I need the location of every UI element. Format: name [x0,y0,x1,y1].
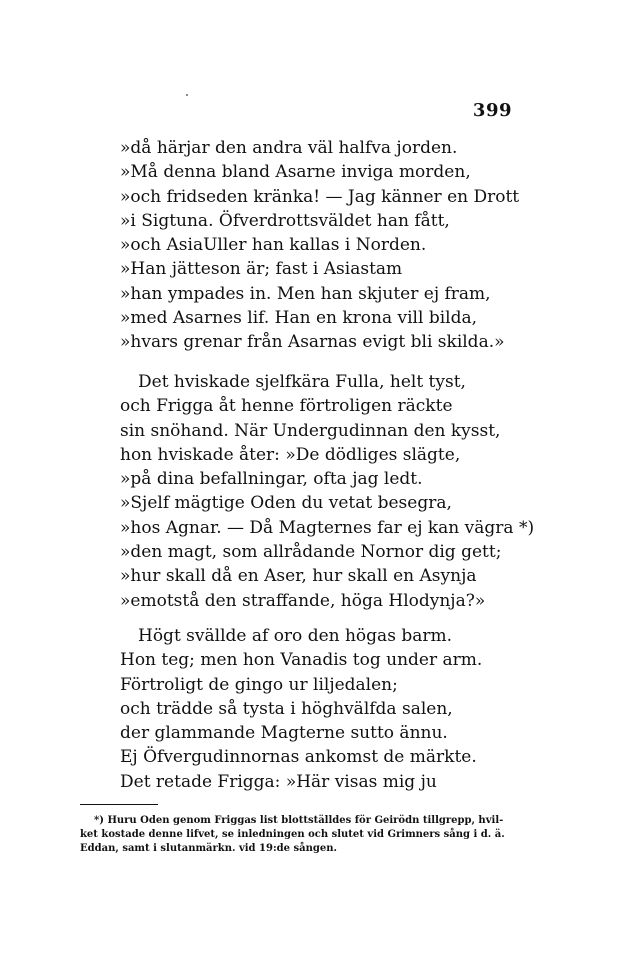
verse-line: Förtroligt de gingo ur liljedalen; [120,674,398,695]
footnote-divider [80,804,158,805]
verse-line: Ej Öfvergudinnornas ankomst de märkte. [120,747,477,768]
verse-line: Högt svällde af oro den högas barm. [138,626,452,646]
footnote-line: ket kostade denne lifvet, se inledningen och slutet vid Grimners sång i d. ä. [80,829,505,840]
stanza-2 [120,370,535,613]
verse-line: »i Sigtuna. Öfverdrottsväldet han fått, [120,210,450,231]
verse-line: »hvars grenar från Asarnas evigt bli skilda.» [120,332,505,353]
verse-line: Hon teg; men hon Vanadis tog under arm. [120,650,483,671]
verse-line: »emotstå den straffande, höga Hlodynja?» [120,590,486,611]
verse-line: »hur skall då en Aser, hur skall en Asynja [120,566,477,587]
verse-line: »Han jätteson är; fast i Asiastam [120,259,403,280]
stanza-3 [120,624,520,794]
verse-line: hon hviskade åter: »De dödliges slägte, [120,444,461,465]
verse-line: »och AsiaUller han kallas i Norden. [120,235,427,256]
verse-line: sin snöhand. När Undergudinnan den kysst, [120,420,501,441]
verse-line: och Frigga åt henne förtroligen räckte [120,396,453,417]
verse-line: »på dina befallningar, ofta jag ledt. [120,469,423,490]
verse-line: »den magt, som allrådande Nornor dig gett; [120,542,502,563]
verse-line: »Må denna bland Asarne inviga morden, [120,162,471,183]
verse-line: Det hviskade sjelfkära Fulla, helt tyst, [138,372,466,392]
verse-line: Det retade Frigga: »Här visas mig ju [120,771,437,792]
stanza-1 [120,136,520,355]
verse-line: »då härjar den andra väl halfva jorden. [120,138,458,158]
page-number: 399 [472,100,512,121]
verse-line: »hos Agnar. — Då Magternes far ej kan vägra *) [120,517,535,538]
verse-line: der glammande Magterne sutto ännu. [120,723,448,744]
verse-line: och trädde så tysta i höghvälfda salen, [120,698,453,719]
verse-line: »han ympades in. Men han skjuter ej fram, [120,283,491,304]
verse-line: »och fridseden kränka! — Jag känner en Drott [120,186,520,207]
footnote-line: *) Huru Oden genom Friggas list blottställdes för Geirödn tillgrepp, hvil- [94,815,504,826]
print-speck [186,94,188,96]
verse-line: »Sjelf mägtige Oden du vetat besegra, [120,493,452,514]
footnote-line: Eddan, samt i slutanmärkn. vid 19:de sången. [80,843,337,854]
footnote [80,814,532,856]
verse-line: »med Asarnes lif. Han en krona vill bilda, [120,308,478,329]
